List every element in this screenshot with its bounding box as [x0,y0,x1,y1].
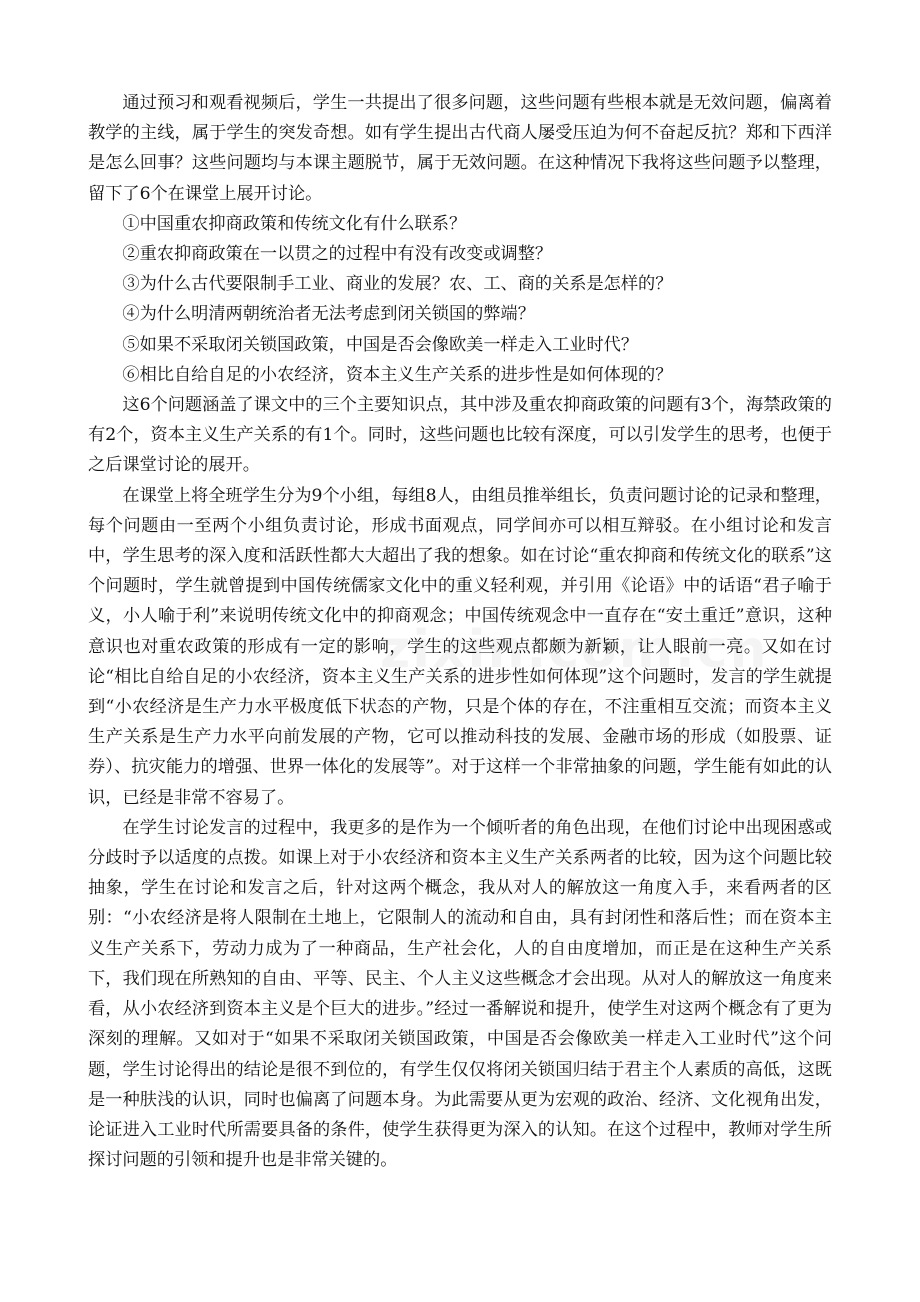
question-item: ④为什么明清两朝统治者无法考虑到闭关锁国的弊端？ [122,304,535,325]
intro-paragraph: 通过预习和观看视频后，学生一共提出了很多问题，这些问题有些根本就是无效问题，偏离着教学的主线，属于学生的突发奇想。如有学生提出古代商人屡受压迫为何不奋起反抗？郑和下西洋是怎么回事？这些问题均与本课主题脱节，属于无效问题。在这种情况下我将这些问题予以整理，留下了6个在课堂上展开讨论。 [88,93,832,204]
question-item: ⑤如果不采取闭关锁国政策，中国是否会像欧美一样走入工业时代？ [122,334,639,355]
question-item: ①中国重农抑商政策和传统文化有什么联系？ [122,213,467,234]
question-item: ⑥相比自给自足的小农经济，资本主义生产关系的进步性是如何体现的？ [122,364,673,385]
guidance-paragraph: 在学生讨论发言的过程中，我更多的是作为一个倾听者的角色出现，在他们讨论中出现困惑或分歧时予以适度的点拨。如课上对于小农经济和资本主义生产关系两者的比较，因为这个问题比较抽象，学生在讨论和发言之后，针对这两个概念，我从对人的解放这一角度入手，来看两者的区别：“小农经济是将人限制在土地上，它限制人的流动和自由，具有封闭性和落后性；而在资本主义生产关系下，劳动力成为了一种商品，生产社会化，人的自由度增加，而正是在这种生产关系下，我们现在所熟知的自由、平等、民主、个人主义这些概念才会出现。从对人的解放这一角度来看，从小农经济到资本主义是个巨大的进步。”经过一番解说和提升，使学生对这两个概念有了更为深刻的理解。又如对于“如果不采取闭关锁国政策，中国是否会像欧美一样走入工业时代”这个问题，学生讨论得出的结论是很不到位的，有学生仅仅将闭关锁国归结于君主个人素质的高低，这既是一种肤浅的认识，同时也偏离了问题本身。为此需要从更为宏观的政治、经济、文化视角出发，论证进入工业时代所需要具备的条件，使学生获得更为深入的认知。在这个过程中，教师对学生所探讨问题的引领和提升也是非常关键的。 [88,817,832,1171]
question-item: ②重农抑商政策在一以贯之的过程中有没有改变或调整？ [122,244,553,265]
document-body [88,88,832,1175]
summary-paragraph: 这6个问题涵盖了课文中的三个主要知识点，其中涉及重农抑商政策的问题有3个，海禁政策的有2个，资本主义生产关系的有1个。同时，这些问题也比较有深度，可以引发学生的思考，也便于之后课堂讨论的展开。 [88,395,832,476]
discussion-paragraph: 在课堂上将全班学生分为9个小组，每组8人，由组员推举组长，负责问题讨论的记录和整理，每个问题由一至两个小组负责讨论，形成书面观点，同学间亦可以相互辩驳。在小组讨论和发言中，学生思考的深入度和活跃性都大大超出了我的想象。如在讨论“重农抑商和传统文化的联系”这个问题时，学生就曾提到中国传统儒家文化中的重义轻利观，并引用《论语》中的话语“君子喻于义，小人喻于利”来说明传统文化中的抑商观念；中国传统观念中一直存在“安土重迁”意识，这种意识也对重农政策的形成有一定的影响，学生的这些观点都颇为新颖，让人眼前一亮。又如在讨论“相比自给自足的小农经济，资本主义生产关系的进步性如何体现”这个问题时，发言的学生就提到“小农经济是生产力水平极度低下状态的产物，只是个体的存在，不注重相互交流；而资本主义生产关系是生产力水平向前发展的产物，它可以推动科技的发展、金融市场的形成（如股票、证券）、抗灾能力的增强、世界一体化的发展等”。对于这样一个非常抽象的问题，学生能有如此的认识，已经是非常不容易了。 [88,485,832,808]
question-item: ③为什么古代要限制手工业、商业的发展？农、工、商的关系是怎样的？ [122,274,673,295]
